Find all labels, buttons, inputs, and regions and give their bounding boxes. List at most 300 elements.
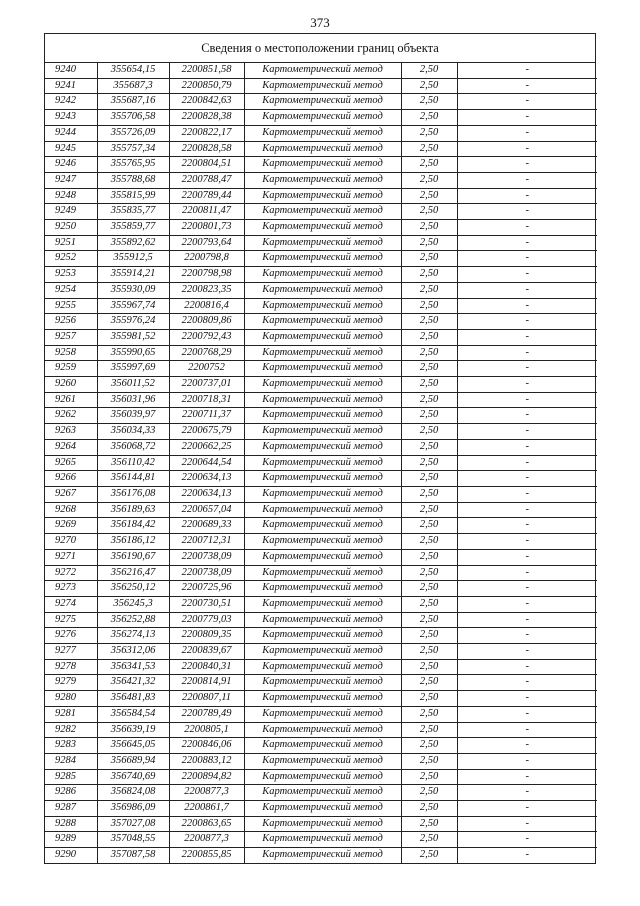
method-cell: Картометрический метод	[244, 188, 401, 204]
table-row	[45, 267, 597, 283]
method-cell: Картометрический метод	[244, 518, 401, 534]
point-number-cell: 9243	[45, 110, 97, 126]
point-number-cell: 9268	[45, 502, 97, 518]
y-coordinate-cell: 2200822,17	[169, 125, 244, 141]
method-cell: Картометрический метод	[244, 644, 401, 660]
table-row	[45, 439, 597, 455]
description-cell: -	[457, 345, 597, 361]
table-row	[45, 549, 597, 565]
y-coordinate-cell: 2200768,29	[169, 345, 244, 361]
table-row	[45, 188, 597, 204]
method-cell: Картометрический метод	[244, 486, 401, 502]
x-coordinate-cell: 356252,88	[97, 612, 169, 628]
table-body	[45, 63, 597, 863]
precision-cell: 2,50	[401, 267, 457, 283]
table-row	[45, 848, 597, 863]
precision-cell: 2,50	[401, 251, 457, 267]
table-row	[45, 785, 597, 801]
precision-cell: 2,50	[401, 471, 457, 487]
point-number-cell: 9274	[45, 596, 97, 612]
y-coordinate-cell: 2200793,64	[169, 235, 244, 251]
y-coordinate-cell: 2200725,96	[169, 581, 244, 597]
method-cell: Картометрический метод	[244, 691, 401, 707]
point-number-cell: 9261	[45, 392, 97, 408]
precision-cell: 2,50	[401, 753, 457, 769]
y-coordinate-cell: 2200657,04	[169, 502, 244, 518]
method-cell: Картометрический метод	[244, 345, 401, 361]
y-coordinate-cell: 2200644,54	[169, 455, 244, 471]
x-coordinate-cell: 355912,5	[97, 251, 169, 267]
method-cell: Картометрический метод	[244, 722, 401, 738]
method-cell: Картометрический метод	[244, 753, 401, 769]
table-row	[45, 314, 597, 330]
method-cell: Картометрический метод	[244, 596, 401, 612]
point-number-cell: 9260	[45, 377, 97, 393]
table-row	[45, 722, 597, 738]
description-cell: -	[457, 78, 597, 94]
x-coordinate-cell: 356245,3	[97, 596, 169, 612]
method-cell: Картометрический метод	[244, 251, 401, 267]
precision-cell: 2,50	[401, 581, 457, 597]
method-cell: Картометрический метод	[244, 157, 401, 173]
point-number-cell: 9248	[45, 188, 97, 204]
point-number-cell: 9255	[45, 298, 97, 314]
precision-cell: 2,50	[401, 534, 457, 550]
y-coordinate-cell: 2200811,47	[169, 204, 244, 220]
table-row	[45, 157, 597, 173]
x-coordinate-cell: 356312,06	[97, 644, 169, 660]
y-coordinate-cell: 2200877,3	[169, 832, 244, 848]
point-number-cell: 9269	[45, 518, 97, 534]
table-row	[45, 502, 597, 518]
method-cell: Картометрический метод	[244, 172, 401, 188]
description-cell: -	[457, 706, 597, 722]
x-coordinate-cell: 357087,58	[97, 848, 169, 863]
table-row	[45, 204, 597, 220]
method-cell: Картометрический метод	[244, 424, 401, 440]
table-row	[45, 361, 597, 377]
method-cell: Картометрический метод	[244, 282, 401, 298]
table-row	[45, 235, 597, 251]
precision-cell: 2,50	[401, 785, 457, 801]
y-coordinate-cell: 2200737,01	[169, 377, 244, 393]
table-row	[45, 282, 597, 298]
point-number-cell: 9285	[45, 769, 97, 785]
point-number-cell: 9270	[45, 534, 97, 550]
x-coordinate-cell: 356341,53	[97, 659, 169, 675]
y-coordinate-cell: 2200805,1	[169, 722, 244, 738]
x-coordinate-cell: 355859,77	[97, 220, 169, 236]
y-coordinate-cell: 2200828,58	[169, 141, 244, 157]
method-cell: Картометрический метод	[244, 125, 401, 141]
x-coordinate-cell: 356068,72	[97, 439, 169, 455]
precision-cell: 2,50	[401, 141, 457, 157]
description-cell: -	[457, 486, 597, 502]
y-coordinate-cell: 2200809,35	[169, 628, 244, 644]
x-coordinate-cell: 356986,09	[97, 801, 169, 817]
precision-cell: 2,50	[401, 612, 457, 628]
method-cell: Картометрический метод	[244, 329, 401, 345]
point-number-cell: 9256	[45, 314, 97, 330]
precision-cell: 2,50	[401, 377, 457, 393]
method-cell: Картометрический метод	[244, 816, 401, 832]
x-coordinate-cell: 355726,09	[97, 125, 169, 141]
method-cell: Картометрический метод	[244, 439, 401, 455]
x-coordinate-cell: 356144,81	[97, 471, 169, 487]
x-coordinate-cell: 355967,74	[97, 298, 169, 314]
precision-cell: 2,50	[401, 125, 457, 141]
table-row	[45, 675, 597, 691]
precision-cell: 2,50	[401, 675, 457, 691]
description-cell: -	[457, 63, 597, 78]
table-row	[45, 832, 597, 848]
point-number-cell: 9251	[45, 235, 97, 251]
y-coordinate-cell: 2200789,44	[169, 188, 244, 204]
y-coordinate-cell: 2200861,7	[169, 801, 244, 817]
method-cell: Картометрический метод	[244, 361, 401, 377]
description-cell: -	[457, 644, 597, 660]
point-number-cell: 9278	[45, 659, 97, 675]
description-cell: -	[457, 596, 597, 612]
table-row	[45, 455, 597, 471]
method-cell: Картометрический метод	[244, 63, 401, 78]
precision-cell: 2,50	[401, 816, 457, 832]
method-cell: Картометрический метод	[244, 848, 401, 863]
y-coordinate-cell: 2200801,73	[169, 220, 244, 236]
precision-cell: 2,50	[401, 63, 457, 78]
method-cell: Картометрический метод	[244, 455, 401, 471]
description-cell: -	[457, 534, 597, 550]
precision-cell: 2,50	[401, 298, 457, 314]
table-row	[45, 471, 597, 487]
x-coordinate-cell: 355930,09	[97, 282, 169, 298]
description-cell: -	[457, 628, 597, 644]
description-cell: -	[457, 659, 597, 675]
x-coordinate-cell: 355835,77	[97, 204, 169, 220]
description-cell: -	[457, 94, 597, 110]
table-row	[45, 769, 597, 785]
description-cell: -	[457, 392, 597, 408]
precision-cell: 2,50	[401, 361, 457, 377]
point-number-cell: 9250	[45, 220, 97, 236]
table-row	[45, 644, 597, 660]
point-number-cell: 9271	[45, 549, 97, 565]
point-number-cell: 9286	[45, 785, 97, 801]
table-row	[45, 518, 597, 534]
precision-cell: 2,50	[401, 188, 457, 204]
y-coordinate-cell: 2200779,03	[169, 612, 244, 628]
description-cell: -	[457, 612, 597, 628]
x-coordinate-cell: 356190,67	[97, 549, 169, 565]
table-row	[45, 534, 597, 550]
description-cell: -	[457, 801, 597, 817]
precision-cell: 2,50	[401, 439, 457, 455]
x-coordinate-cell: 355976,24	[97, 314, 169, 330]
y-coordinate-cell: 2200634,13	[169, 471, 244, 487]
description-cell: -	[457, 439, 597, 455]
table-row	[45, 251, 597, 267]
y-coordinate-cell: 2200662,25	[169, 439, 244, 455]
point-number-cell: 9259	[45, 361, 97, 377]
precision-cell: 2,50	[401, 518, 457, 534]
y-coordinate-cell: 2200798,98	[169, 267, 244, 283]
x-coordinate-cell: 356176,08	[97, 486, 169, 502]
precision-cell: 2,50	[401, 596, 457, 612]
point-number-cell: 9242	[45, 94, 97, 110]
precision-cell: 2,50	[401, 392, 457, 408]
method-cell: Картометрический метод	[244, 392, 401, 408]
point-number-cell: 9252	[45, 251, 97, 267]
description-cell: -	[457, 188, 597, 204]
precision-cell: 2,50	[401, 644, 457, 660]
y-coordinate-cell: 2200894,82	[169, 769, 244, 785]
description-cell: -	[457, 738, 597, 754]
method-cell: Картометрический метод	[244, 94, 401, 110]
x-coordinate-cell: 356011,52	[97, 377, 169, 393]
precision-cell: 2,50	[401, 94, 457, 110]
method-cell: Картометрический метод	[244, 110, 401, 126]
y-coordinate-cell: 2200634,13	[169, 486, 244, 502]
description-cell: -	[457, 361, 597, 377]
y-coordinate-cell: 2200789,49	[169, 706, 244, 722]
method-cell: Картометрический метод	[244, 565, 401, 581]
table-row	[45, 706, 597, 722]
point-number-cell: 9253	[45, 267, 97, 283]
description-cell: -	[457, 204, 597, 220]
point-number-cell: 9289	[45, 832, 97, 848]
point-number-cell: 9267	[45, 486, 97, 502]
table-row	[45, 125, 597, 141]
x-coordinate-cell: 355706,58	[97, 110, 169, 126]
description-cell: -	[457, 769, 597, 785]
precision-cell: 2,50	[401, 220, 457, 236]
x-coordinate-cell: 356031,96	[97, 392, 169, 408]
precision-cell: 2,50	[401, 424, 457, 440]
method-cell: Картометрический метод	[244, 235, 401, 251]
description-cell: -	[457, 816, 597, 832]
x-coordinate-cell: 356034,33	[97, 424, 169, 440]
description-cell: -	[457, 471, 597, 487]
point-number-cell: 9249	[45, 204, 97, 220]
method-cell: Картометрический метод	[244, 298, 401, 314]
table-row	[45, 486, 597, 502]
point-number-cell: 9265	[45, 455, 97, 471]
description-cell: -	[457, 424, 597, 440]
point-number-cell: 9245	[45, 141, 97, 157]
point-number-cell: 9266	[45, 471, 97, 487]
y-coordinate-cell: 2200839,67	[169, 644, 244, 660]
description-cell: -	[457, 848, 597, 863]
boundary-points-table	[45, 63, 597, 863]
method-cell: Картометрический метод	[244, 628, 401, 644]
table-row	[45, 628, 597, 644]
method-cell: Картометрический метод	[244, 801, 401, 817]
method-cell: Картометрический метод	[244, 769, 401, 785]
point-number-cell: 9281	[45, 706, 97, 722]
point-number-cell: 9273	[45, 581, 97, 597]
point-number-cell: 9247	[45, 172, 97, 188]
description-cell: -	[457, 110, 597, 126]
method-cell: Картометрический метод	[244, 581, 401, 597]
description-cell: -	[457, 157, 597, 173]
table-row	[45, 329, 597, 345]
precision-cell: 2,50	[401, 565, 457, 581]
point-number-cell: 9283	[45, 738, 97, 754]
method-cell: Картометрический метод	[244, 314, 401, 330]
table-row	[45, 816, 597, 832]
x-coordinate-cell: 355914,21	[97, 267, 169, 283]
table-row	[45, 345, 597, 361]
y-coordinate-cell: 2200816,4	[169, 298, 244, 314]
x-coordinate-cell: 357048,55	[97, 832, 169, 848]
point-number-cell: 9262	[45, 408, 97, 424]
y-coordinate-cell: 2200842,63	[169, 94, 244, 110]
y-coordinate-cell: 2200804,51	[169, 157, 244, 173]
method-cell: Картометрический метод	[244, 408, 401, 424]
precision-cell: 2,50	[401, 769, 457, 785]
y-coordinate-cell: 2200840,31	[169, 659, 244, 675]
point-number-cell: 9257	[45, 329, 97, 345]
precision-cell: 2,50	[401, 282, 457, 298]
precision-cell: 2,50	[401, 78, 457, 94]
table-row	[45, 659, 597, 675]
y-coordinate-cell: 2200711,37	[169, 408, 244, 424]
description-cell: -	[457, 314, 597, 330]
x-coordinate-cell: 356039,97	[97, 408, 169, 424]
table-row	[45, 220, 597, 236]
x-coordinate-cell: 355788,68	[97, 172, 169, 188]
description-cell: -	[457, 691, 597, 707]
method-cell: Картометрический метод	[244, 549, 401, 565]
x-coordinate-cell: 356824,08	[97, 785, 169, 801]
table-row	[45, 581, 597, 597]
description-cell: -	[457, 502, 597, 518]
table-row	[45, 392, 597, 408]
y-coordinate-cell: 2200718,31	[169, 392, 244, 408]
table-row	[45, 141, 597, 157]
table-row	[45, 377, 597, 393]
y-coordinate-cell: 2200752	[169, 361, 244, 377]
y-coordinate-cell: 2200675,79	[169, 424, 244, 440]
table-row	[45, 78, 597, 94]
x-coordinate-cell: 355892,62	[97, 235, 169, 251]
method-cell: Картометрический метод	[244, 706, 401, 722]
description-cell: -	[457, 408, 597, 424]
y-coordinate-cell: 2200863,65	[169, 816, 244, 832]
x-coordinate-cell: 355815,99	[97, 188, 169, 204]
table-row	[45, 94, 597, 110]
description-cell: -	[457, 581, 597, 597]
description-cell: -	[457, 377, 597, 393]
x-coordinate-cell: 355981,52	[97, 329, 169, 345]
precision-cell: 2,50	[401, 345, 457, 361]
precision-cell: 2,50	[401, 832, 457, 848]
point-number-cell: 9254	[45, 282, 97, 298]
y-coordinate-cell: 2200807,11	[169, 691, 244, 707]
table-row	[45, 408, 597, 424]
x-coordinate-cell: 356421,32	[97, 675, 169, 691]
y-coordinate-cell: 2200712,31	[169, 534, 244, 550]
point-number-cell: 9240	[45, 63, 97, 78]
description-cell: -	[457, 832, 597, 848]
point-number-cell: 9241	[45, 78, 97, 94]
table-row	[45, 612, 597, 628]
precision-cell: 2,50	[401, 455, 457, 471]
method-cell: Картометрический метод	[244, 220, 401, 236]
x-coordinate-cell: 356186,12	[97, 534, 169, 550]
x-coordinate-cell: 355757,34	[97, 141, 169, 157]
description-cell: -	[457, 565, 597, 581]
description-cell: -	[457, 549, 597, 565]
y-coordinate-cell: 2200851,58	[169, 63, 244, 78]
precision-cell: 2,50	[401, 408, 457, 424]
precision-cell: 2,50	[401, 502, 457, 518]
point-number-cell: 9287	[45, 801, 97, 817]
point-number-cell: 9279	[45, 675, 97, 691]
method-cell: Картометрический метод	[244, 267, 401, 283]
point-number-cell: 9290	[45, 848, 97, 863]
x-coordinate-cell: 355990,65	[97, 345, 169, 361]
y-coordinate-cell: 2200850,79	[169, 78, 244, 94]
point-number-cell: 9244	[45, 125, 97, 141]
point-number-cell: 9258	[45, 345, 97, 361]
precision-cell: 2,50	[401, 235, 457, 251]
description-cell: -	[457, 518, 597, 534]
description-cell: -	[457, 235, 597, 251]
precision-cell: 2,50	[401, 738, 457, 754]
x-coordinate-cell: 357027,08	[97, 816, 169, 832]
x-coordinate-cell: 356689,94	[97, 753, 169, 769]
method-cell: Картометрический метод	[244, 204, 401, 220]
method-cell: Картометрический метод	[244, 534, 401, 550]
x-coordinate-cell: 356250,12	[97, 581, 169, 597]
precision-cell: 2,50	[401, 659, 457, 675]
precision-cell: 2,50	[401, 628, 457, 644]
x-coordinate-cell: 356189,63	[97, 502, 169, 518]
description-cell: -	[457, 722, 597, 738]
method-cell: Картометрический метод	[244, 377, 401, 393]
x-coordinate-cell: 356216,47	[97, 565, 169, 581]
description-cell: -	[457, 282, 597, 298]
precision-cell: 2,50	[401, 329, 457, 345]
table-row	[45, 738, 597, 754]
table-row	[45, 691, 597, 707]
table-row	[45, 63, 597, 78]
table-row	[45, 753, 597, 769]
y-coordinate-cell: 2200877,3	[169, 785, 244, 801]
x-coordinate-cell: 356184,42	[97, 518, 169, 534]
description-cell: -	[457, 675, 597, 691]
y-coordinate-cell: 2200809,86	[169, 314, 244, 330]
precision-cell: 2,50	[401, 722, 457, 738]
x-coordinate-cell: 356639,19	[97, 722, 169, 738]
x-coordinate-cell: 355997,69	[97, 361, 169, 377]
x-coordinate-cell: 356740,69	[97, 769, 169, 785]
y-coordinate-cell: 2200828,38	[169, 110, 244, 126]
point-number-cell: 9288	[45, 816, 97, 832]
table-row	[45, 596, 597, 612]
y-coordinate-cell: 2200846,06	[169, 738, 244, 754]
precision-cell: 2,50	[401, 486, 457, 502]
point-number-cell: 9282	[45, 722, 97, 738]
description-cell: -	[457, 267, 597, 283]
description-cell: -	[457, 172, 597, 188]
x-coordinate-cell: 356645,05	[97, 738, 169, 754]
y-coordinate-cell: 2200855,85	[169, 848, 244, 863]
precision-cell: 2,50	[401, 314, 457, 330]
precision-cell: 2,50	[401, 706, 457, 722]
precision-cell: 2,50	[401, 549, 457, 565]
